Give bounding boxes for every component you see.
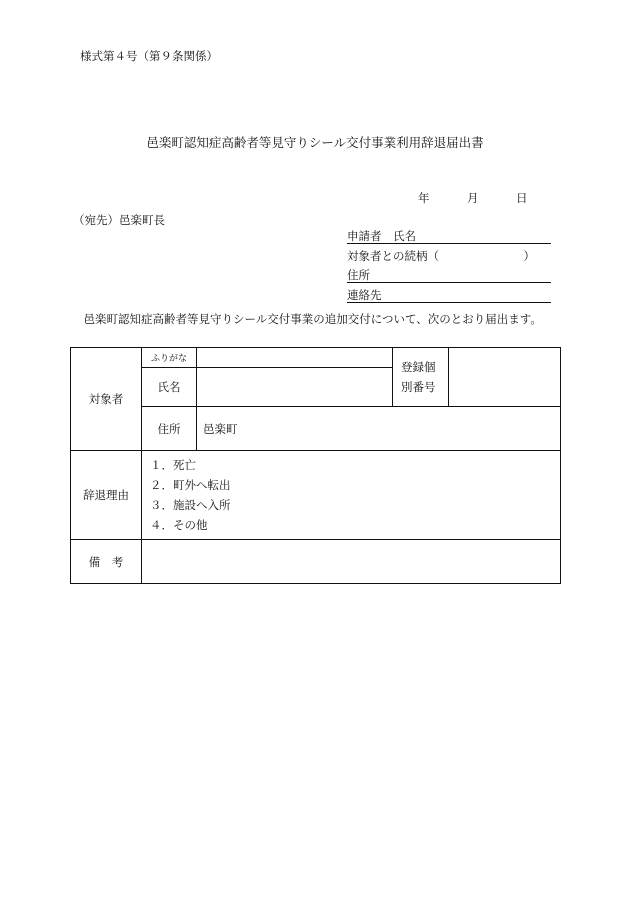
address-input[interactable] [197, 407, 561, 451]
document-title: 邑楽町認知症高齢者等見守りシール交付事業利用辞退届出書 [146, 135, 484, 150]
reason-option[interactable]: １．死亡 [150, 458, 196, 472]
form-table [70, 347, 561, 584]
reason-list [142, 451, 561, 540]
address-label: 住所 [142, 407, 197, 451]
registration-number-label [393, 348, 449, 407]
body-text: 邑楽町認知症高齢者等見守りシール交付事業の追加交付について、次のとおり届出ます。 [83, 312, 542, 326]
applicant-name-field[interactable] [347, 229, 551, 244]
furigana-label: ふりがな [142, 348, 197, 368]
applicant-address-field[interactable] [347, 268, 551, 283]
relation-close-paren: ） [523, 249, 535, 263]
form-number: 様式第４号（第９条関係） [80, 49, 218, 63]
applicant-address-label: 住所 [347, 268, 370, 282]
date-day-label: 日 [516, 191, 528, 205]
remarks-input[interactable] [142, 540, 561, 584]
applicant-contact-field[interactable] [347, 288, 551, 303]
registration-label-line1: 登録個 [401, 360, 436, 374]
reason-option[interactable]: ２．町外へ転出 [150, 478, 231, 492]
date-month-label: 月 [467, 191, 479, 205]
applicant-relation-field[interactable] [347, 249, 551, 263]
name-label: 氏名 [142, 368, 197, 407]
registration-label-line2: 別番号 [401, 380, 436, 394]
reason-label: 辞退理由 [71, 451, 142, 540]
reason-option[interactable]: ４．その他 [150, 518, 208, 532]
applicant-name-label: 申請者 氏名 [347, 229, 416, 243]
remarks-label: 備 考 [71, 540, 142, 584]
address-value: 邑楽町 [203, 421, 238, 436]
registration-number-input[interactable] [449, 348, 561, 407]
furigana-input[interactable] [197, 348, 393, 368]
applicant-contact-label: 連絡先 [347, 288, 382, 302]
name-input[interactable] [197, 368, 393, 407]
reason-option[interactable]: ３．施設へ入所 [150, 498, 231, 512]
applicant-relation-label: 対象者との続柄（ [347, 249, 439, 263]
addressee: （宛先）邑楽町長 [73, 213, 165, 227]
date-year-label: 年 [418, 191, 430, 205]
target-label: 対象者 [71, 348, 142, 451]
